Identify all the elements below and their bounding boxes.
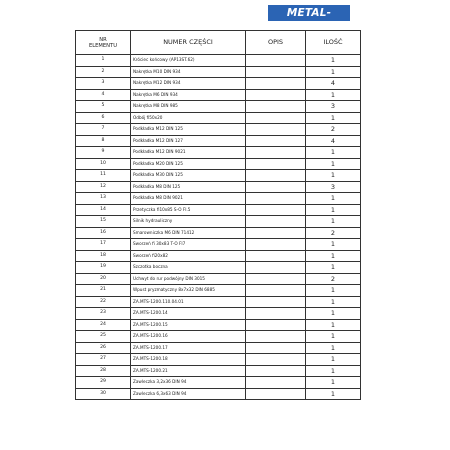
element-number-cell: 4 xyxy=(76,89,131,101)
quantity-cell: 1 xyxy=(306,89,361,101)
description-cell xyxy=(246,135,306,147)
part-number-cell: Nakrętka M6 DIN 934 xyxy=(131,89,246,101)
table-row xyxy=(76,296,361,308)
description-cell xyxy=(246,285,306,297)
table-row xyxy=(76,204,361,216)
table-row xyxy=(76,89,361,101)
element-number-cell: 27 xyxy=(76,354,131,366)
description-cell xyxy=(246,342,306,354)
quantity-cell: 1 xyxy=(306,331,361,343)
table-row xyxy=(76,308,361,320)
element-number-cell: 25 xyxy=(76,331,131,343)
table-row xyxy=(76,227,361,239)
element-number-cell: 2 xyxy=(76,66,131,78)
description-cell xyxy=(246,193,306,205)
table-row xyxy=(76,193,361,205)
description-cell xyxy=(246,78,306,90)
quantity-cell: 4 xyxy=(306,135,361,147)
quantity-cell: 4 xyxy=(306,78,361,90)
part-number-cell: Smarowniczka M6 DIN 71412 xyxy=(131,227,246,239)
table-row xyxy=(76,388,361,400)
element-number-cell: 30 xyxy=(76,388,131,400)
part-number-cell: Sworzeń fi20x82 xyxy=(131,250,246,262)
table-row xyxy=(76,377,361,389)
table-row xyxy=(76,158,361,170)
description-cell xyxy=(246,66,306,78)
table-row xyxy=(76,239,361,251)
table-row xyxy=(76,78,361,90)
quantity-cell: 1 xyxy=(306,216,361,228)
table-row xyxy=(76,170,361,182)
element-number-cell: 5 xyxy=(76,101,131,113)
quantity-cell: 1 xyxy=(306,204,361,216)
element-number-cell: 7 xyxy=(76,124,131,136)
element-number-cell: 6 xyxy=(76,112,131,124)
quantity-cell: 1 xyxy=(306,296,361,308)
description-cell xyxy=(246,308,306,320)
part-number-cell: ZA.MTS-1200.16 xyxy=(131,331,246,343)
description-cell xyxy=(246,170,306,182)
part-number-cell: Nakrętka M10 DIN 934 xyxy=(131,66,246,78)
table-row xyxy=(76,262,361,274)
description-cell xyxy=(246,124,306,136)
element-number-cell: 26 xyxy=(76,342,131,354)
part-number-cell: Podkładka M12 DIN 125 xyxy=(131,124,246,136)
part-number-cell: Podkładka M8 DIN 9021 xyxy=(131,193,246,205)
description-cell xyxy=(246,181,306,193)
description-cell xyxy=(246,227,306,239)
part-number-cell: Podkładka M20 DIN 125 xyxy=(131,158,246,170)
description-cell xyxy=(246,55,306,67)
quantity-cell: 1 xyxy=(306,377,361,389)
table-row xyxy=(76,112,361,124)
quantity-cell: 1 xyxy=(306,308,361,320)
part-number-cell: Nakrętka M12 DIN 934 xyxy=(131,78,246,90)
element-number-cell: 15 xyxy=(76,216,131,228)
header-description: OPIS xyxy=(246,31,306,55)
part-number-cell: Przetyczka fi10x85 S-O FI.5 xyxy=(131,204,246,216)
table-row xyxy=(76,273,361,285)
description-cell xyxy=(246,216,306,228)
table-row xyxy=(76,354,361,366)
quantity-cell: 1 xyxy=(306,55,361,67)
quantity-cell: 3 xyxy=(306,101,361,113)
table-row xyxy=(76,147,361,159)
quantity-cell: 1 xyxy=(306,239,361,251)
quantity-cell: 1 xyxy=(306,342,361,354)
company-logo: METAL-TECHNIK xyxy=(268,5,350,21)
quantity-cell: 2 xyxy=(306,227,361,239)
part-number-cell: Sworzeń fi 30x83 T-O FI7 xyxy=(131,239,246,251)
table-row xyxy=(76,250,361,262)
element-number-cell: 8 xyxy=(76,135,131,147)
part-number-cell: Wpust pryzmatyczny 8x7x32 DIN 6885 xyxy=(131,285,246,297)
table-row xyxy=(76,124,361,136)
element-number-cell: 28 xyxy=(76,365,131,377)
description-cell xyxy=(246,273,306,285)
element-number-cell: 11 xyxy=(76,170,131,182)
quantity-cell: 1 xyxy=(306,319,361,331)
part-number-cell: ZA.MTS-1200.21 xyxy=(131,365,246,377)
part-number-cell: Nakrętka M8 DIN 985 xyxy=(131,101,246,113)
description-cell xyxy=(246,204,306,216)
element-number-cell: 10 xyxy=(76,158,131,170)
description-cell xyxy=(246,319,306,331)
element-number-cell: 13 xyxy=(76,193,131,205)
quantity-cell: 3 xyxy=(306,181,361,193)
element-number-cell: 3 xyxy=(76,78,131,90)
header-quantity: ILOŚĆ xyxy=(306,31,361,55)
description-cell xyxy=(246,296,306,308)
header-nr-line2: ELEMENTU xyxy=(88,42,118,49)
element-number-cell: 21 xyxy=(76,285,131,297)
table-header-row xyxy=(76,31,361,55)
part-number-cell: Podkładka M12 DIN 127 xyxy=(131,135,246,147)
description-cell xyxy=(246,147,306,159)
part-number-cell: Odbój fi50x20 xyxy=(131,112,246,124)
element-number-cell: 16 xyxy=(76,227,131,239)
part-number-cell: ZA.MTS-1200.14 xyxy=(131,308,246,320)
description-cell xyxy=(246,250,306,262)
description-cell xyxy=(246,388,306,400)
element-number-cell: 9 xyxy=(76,147,131,159)
quantity-cell: 1 xyxy=(306,365,361,377)
part-number-cell: ZA.MTS-1200.110.04.01 xyxy=(131,296,246,308)
quantity-cell: 1 xyxy=(306,193,361,205)
quantity-cell: 1 xyxy=(306,112,361,124)
table-row xyxy=(76,342,361,354)
table-row xyxy=(76,135,361,147)
table-row xyxy=(76,66,361,78)
element-number-cell: 24 xyxy=(76,319,131,331)
part-number-cell: Podkładka M30 DIN 125 xyxy=(131,170,246,182)
quantity-cell: 1 xyxy=(306,170,361,182)
table-row xyxy=(76,365,361,377)
element-number-cell: 17 xyxy=(76,239,131,251)
element-number-cell: 23 xyxy=(76,308,131,320)
part-number-cell: Podkładka M12 DIN 9021 xyxy=(131,147,246,159)
header-element-number xyxy=(76,31,131,55)
description-cell xyxy=(246,239,306,251)
quantity-cell: 1 xyxy=(306,250,361,262)
element-number-cell: 1 xyxy=(76,55,131,67)
quantity-cell: 1 xyxy=(306,354,361,366)
quantity-cell: 1 xyxy=(306,147,361,159)
quantity-cell: 1 xyxy=(306,388,361,400)
description-cell xyxy=(246,89,306,101)
part-number-cell: ZA.MTS-1200.17 xyxy=(131,342,246,354)
description-cell xyxy=(246,262,306,274)
element-number-cell: 20 xyxy=(76,273,131,285)
description-cell xyxy=(246,377,306,389)
quantity-cell: 1 xyxy=(306,262,361,274)
header-nr-line1: NR xyxy=(99,36,107,43)
part-number-cell: Szczotka boczna xyxy=(131,262,246,274)
part-number-cell: ZA.MTS-1200.15 xyxy=(131,319,246,331)
table-row xyxy=(76,55,361,67)
element-number-cell: 29 xyxy=(76,377,131,389)
quantity-cell: 2 xyxy=(306,124,361,136)
element-number-cell: 14 xyxy=(76,204,131,216)
part-number-cell: Zawleczka 6,3x63 DIN 94 xyxy=(131,388,246,400)
quantity-cell: 1 xyxy=(306,285,361,297)
quantity-cell: 2 xyxy=(306,273,361,285)
element-number-cell: 19 xyxy=(76,262,131,274)
quantity-cell: 1 xyxy=(306,66,361,78)
description-cell xyxy=(246,101,306,113)
table-row xyxy=(76,331,361,343)
table-row xyxy=(76,216,361,228)
description-cell xyxy=(246,112,306,124)
part-number-cell: ZA.MTS-1200.18 xyxy=(131,354,246,366)
description-cell xyxy=(246,158,306,170)
part-number-cell: Uchwyt do rur podwójny DIN 3015 xyxy=(131,273,246,285)
table-row xyxy=(76,319,361,331)
parts-table xyxy=(75,30,361,400)
table-row xyxy=(76,181,361,193)
description-cell xyxy=(246,365,306,377)
description-cell xyxy=(246,331,306,343)
table-row xyxy=(76,285,361,297)
part-number-cell: Króciec końcowy (AP13ST.62) xyxy=(131,55,246,67)
part-number-cell: Silnik hydrauliczny xyxy=(131,216,246,228)
element-number-cell: 12 xyxy=(76,181,131,193)
table-row xyxy=(76,101,361,113)
header-part-number: NUMER CZĘŚCI xyxy=(131,31,246,55)
part-number-cell: Podkładka M8 DIN 125 xyxy=(131,181,246,193)
part-number-cell: Zawleczka 3,2x36 DIN 94 xyxy=(131,377,246,389)
element-number-cell: 18 xyxy=(76,250,131,262)
quantity-cell: 1 xyxy=(306,158,361,170)
element-number-cell: 22 xyxy=(76,296,131,308)
description-cell xyxy=(246,354,306,366)
